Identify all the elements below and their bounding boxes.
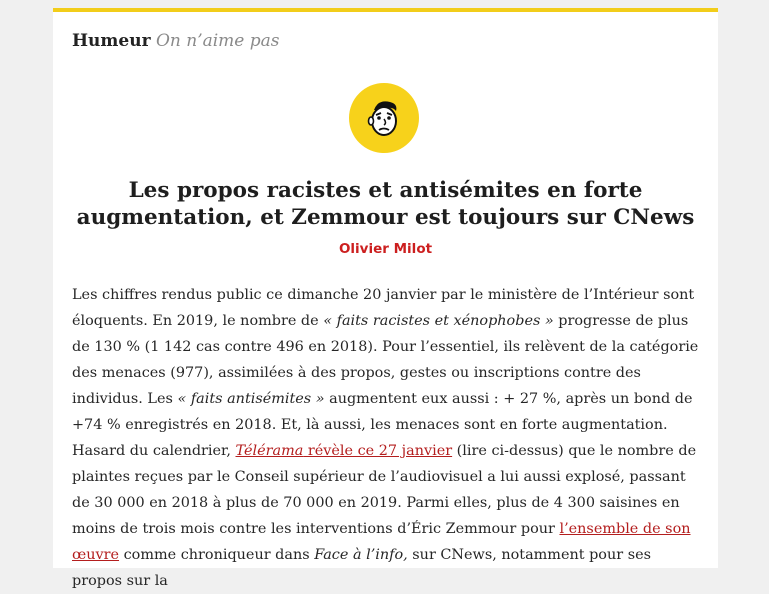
worried-face-icon [349,83,419,153]
show-title: Face à l’info, [314,547,408,563]
telerama-link[interactable] [236,443,453,459]
body-text-3: augmentent eux aussi : + 27 %, après un bond de +74 % enregistrés en 2018. Et, là aussi, les menaces sont en forte augmentation. Hasard du calendrier, [72,391,693,459]
quote-racist-facts: « faits racistes et xénophobes » [323,313,554,329]
telerama-link-em[interactable]: Télérama [235,443,304,459]
rubric-subtitle: On n’aime pas [155,31,280,51]
author-name[interactable]: Olivier Milot [338,241,433,257]
body-text-1: Les chiffres rendus public ce dimanche 20 janvier par le ministère de l’Intérieur sont éloquents. En 2019, le nombre de [72,287,695,329]
quote-antisemitic-facts: « faits antisémites » [177,391,325,407]
body-text-2: progresse de plus de 130 % (1 142 cas contre 496 en 2018). Pour l’essentiel, ils relèvent de la catégorie des menaces (977), assimilées à des propos, gestes ou inscriptions contre des individus. Les [72,313,699,407]
body-text-5: comme chroniqueur dans [119,547,315,563]
article-title: Les propos racistes et antisémites en forte augmentation, et Zemmour est toujours sur CNews [76,178,695,230]
rubric-header [72,31,280,51]
oeuvre-link[interactable]: l’ensemble de son œuvre [72,521,691,563]
article-card [53,8,718,589]
article-body [72,282,704,594]
rubric-label: Humeur [72,31,151,51]
body-text-4: (lire ci-dessus) que le nombre de plaintes reçues par le Conseil supérieur de l’audiovisuel a lui aussi explosé, passant de 30 000 en 2018 à plus de 70 000 en 2019. Parmi elles, plus de 4 300 saisines en moins de trois mois contre les interventions d’Éric Zemmour pour [72,443,697,537]
telerama-link-text[interactable]: révèle ce 27 janvier [303,443,453,459]
body-text-6: sur CNews, notamment pour ses propos sur la [72,547,651,589]
